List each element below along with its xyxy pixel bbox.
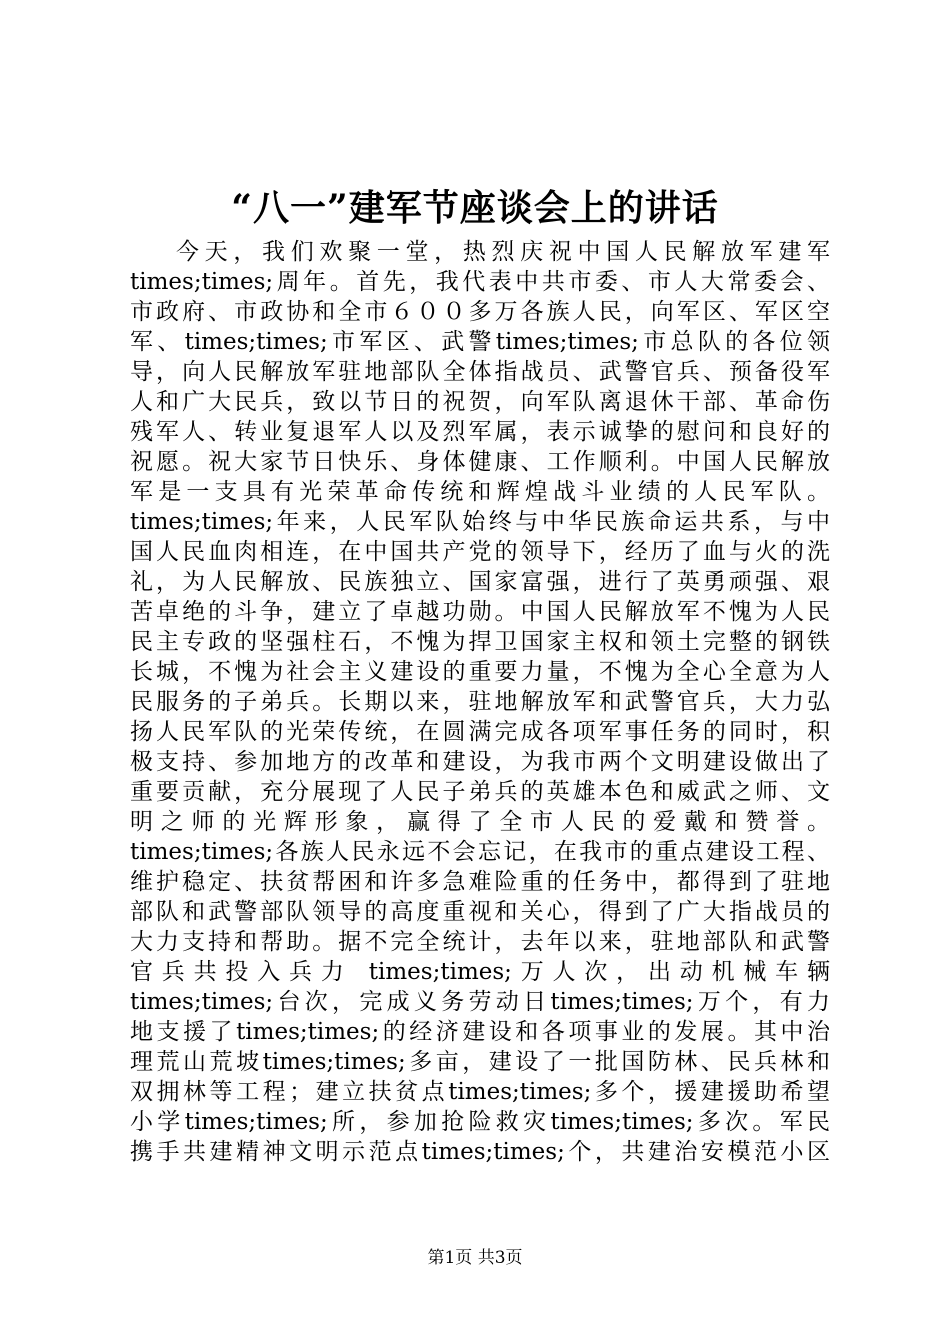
body-line: 扬人民军队的光荣传统，在圆满完成各项军事任务的同时，积 bbox=[130, 719, 830, 745]
body-line: 部队和武警部队领导的高度重视和关心，得到了广大指战员的 bbox=[130, 899, 830, 925]
body-line: 军、times;times;市军区、武警times;times;市总队的各位领 bbox=[130, 329, 830, 355]
body-line: 导，向人民解放军驻地部队全体指战员、武警官兵、预备役军 bbox=[130, 359, 830, 385]
body-line: times;times;周年。首先，我代表中共市委、市人大常委会、 bbox=[130, 269, 830, 295]
body-line: 维护稳定、扶贫帮困和许多急难险重的任务中，都得到了驻地 bbox=[130, 869, 830, 895]
body-line: times;times;各族人民永远不会忘记，在我市的重点建设工程、 bbox=[130, 839, 830, 865]
page-number-footer: 第1页 共3页 bbox=[427, 1248, 523, 1268]
body-line: times;times;台次，完成义务劳动日times;times;万个，有力 bbox=[130, 989, 830, 1015]
body-line: times;times;年来，人民军队始终与中华民族命运共系，与中 bbox=[130, 509, 830, 535]
document-body bbox=[130, 237, 830, 1167]
body-line: 大力支持和帮助。据不完全统计，去年以来，驻地部队和武警 bbox=[130, 929, 830, 955]
body-line: 官兵共投入兵力 times;times;万人次，出动机械车辆 bbox=[130, 959, 830, 985]
body-line: 理荒山荒坡times;times;多亩，建设了一批国防林、民兵林和 bbox=[130, 1049, 830, 1075]
body-line: 小学times;times;所，参加抢险救灾times;times;多次。军民 bbox=[130, 1109, 830, 1135]
body-line: 长城，不愧为社会主义建设的重要力量，不愧为全心全意为人 bbox=[130, 659, 830, 685]
document-title: “八一”建军节座谈会上的讲话 bbox=[231, 187, 719, 229]
body-line: 苦卓绝的斗争，建立了卓越功勋。中国人民解放军不愧为人民 bbox=[130, 599, 830, 625]
body-line: 明之师的光辉形象，赢得了全市人民的爱戴和赞誉。 bbox=[130, 809, 830, 835]
body-line: 携手共建精神文明示范点times;times;个，共建治安模范小区 bbox=[130, 1139, 830, 1165]
body-line: 市政府、市政协和全市６００多万各族人民，向军区、军区空 bbox=[130, 299, 830, 325]
body-line: 极支持、参加地方的改革和建设，为我市两个文明建设做出了 bbox=[130, 749, 830, 775]
body-line: 地支援了times;times;的经济建设和各项事业的发展。其中治 bbox=[130, 1019, 830, 1045]
body-line: 军是一支具有光荣革命传统和辉煌战斗业绩的人民军队。 bbox=[130, 479, 830, 505]
body-line: 人和广大民兵，致以节日的祝贺，向军队离退休干部、革命伤 bbox=[130, 389, 830, 415]
body-line: 祝愿。祝大家节日快乐、身体健康、工作顺利。中国人民解放 bbox=[130, 449, 830, 475]
body-line: 礼，为人民解放、民族独立、国家富强，进行了英勇顽强、艰 bbox=[130, 569, 830, 595]
body-line: 民主专政的坚强柱石，不愧为捍卫国家主权和领土完整的钢铁 bbox=[130, 629, 830, 655]
body-line: 国人民血肉相连，在中国共产党的领导下，经历了血与火的洗 bbox=[130, 539, 830, 565]
body-line: 残军人、转业复退军人以及烈军属，表示诚挚的慰问和良好的 bbox=[130, 419, 830, 445]
body-line: 重要贡献，充分展现了人民子弟兵的英雄本色和威武之师、文 bbox=[130, 779, 830, 805]
body-line: 民服务的子弟兵。长期以来，驻地解放军和武警官兵，大力弘 bbox=[130, 689, 830, 715]
body-line: 双拥林等工程；建立扶贫点times;times;多个，援建援助希望 bbox=[130, 1079, 830, 1105]
body-line: 今天，我们欢聚一堂，热烈庆祝中国人民解放军建军 bbox=[176, 239, 830, 265]
